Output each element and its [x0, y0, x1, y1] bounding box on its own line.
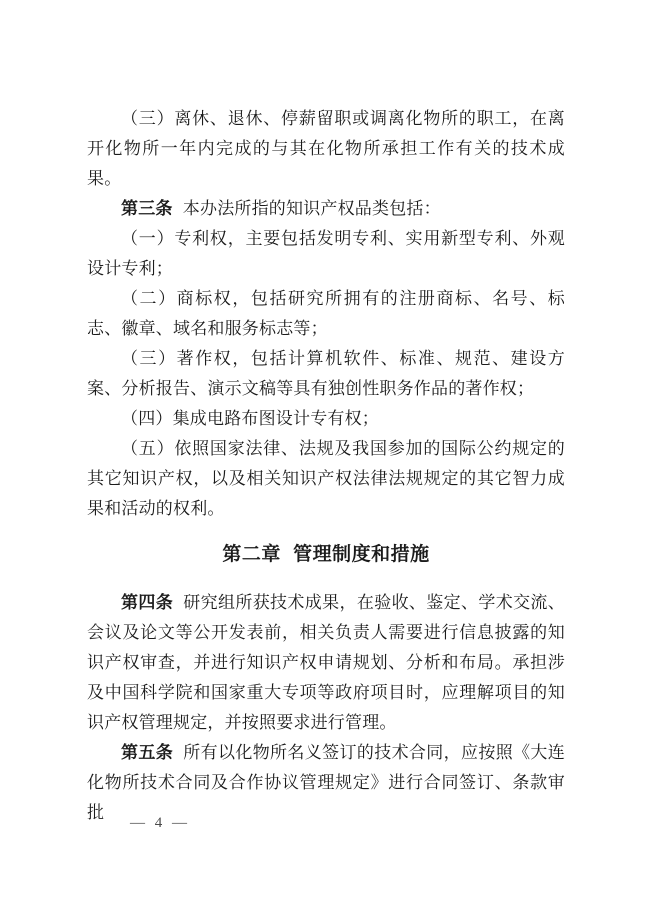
chapter-2-number: 第二章: [222, 544, 281, 565]
ip-category-other-rights: （五）依照国家法律、法规及我国参加的国际公约规定的其它知识产权，以及相关知识产权法律法规规定的其它智力成果和活动的权利。: [87, 439, 565, 518]
page-number: — 4 —: [130, 815, 190, 831]
article-5-text: 所有以化物所名义签订的技术合同，应按照《大连化物所技术合同及合作协议管理规定》进行合同签订、条款审批: [87, 743, 565, 822]
ip-category-patent: （一）专利权，主要包括发明专利、实用新型专利、外观设计专利；: [87, 229, 565, 278]
chapter-2-heading: [87, 539, 565, 571]
article-5-number: 第五条: [121, 743, 174, 762]
article-3: [87, 194, 565, 224]
article-3-text: 本办法所指的知识产权品类包括：: [182, 199, 441, 218]
chapter-2-title: 管理制度和措施: [293, 544, 430, 565]
ip-category-copyright: （三）著作权，包括计算机软件、标准、规范、建设方案、分析报告、演示文稿等具有独创性职务作品的著作权；: [87, 349, 565, 398]
clause-retired-staff: （三）离休、退休、停薪留职或调离化物所的职工，在离开化物所一年内完成的与其在化物所承担工作有关的技术成果。: [87, 109, 565, 188]
ip-category-ic-layout: （四）集成电路布图设计专有权；: [121, 409, 379, 428]
document-body: [87, 104, 565, 828]
ip-category-trademark: （二）商标权，包括研究所拥有的注册商标、名号、标志、徽章、域名和服务标志等；: [87, 289, 565, 338]
article-4-number: 第四条: [121, 593, 174, 612]
article-4: [87, 588, 565, 738]
article-4-text: 研究组所获技术成果，在验收、鉴定、学术交流、会议及论文等公开发表前，相关负责人需要进行信息披露的知识产权审查，并进行知识产权申请规划、分析和布局。承担涉及中国科学院和国家重大专项等政府项目时，应理解项目的知识产权管理规定，并按照要求进行管理。: [87, 593, 565, 732]
article-3-number: 第三条: [121, 199, 173, 218]
